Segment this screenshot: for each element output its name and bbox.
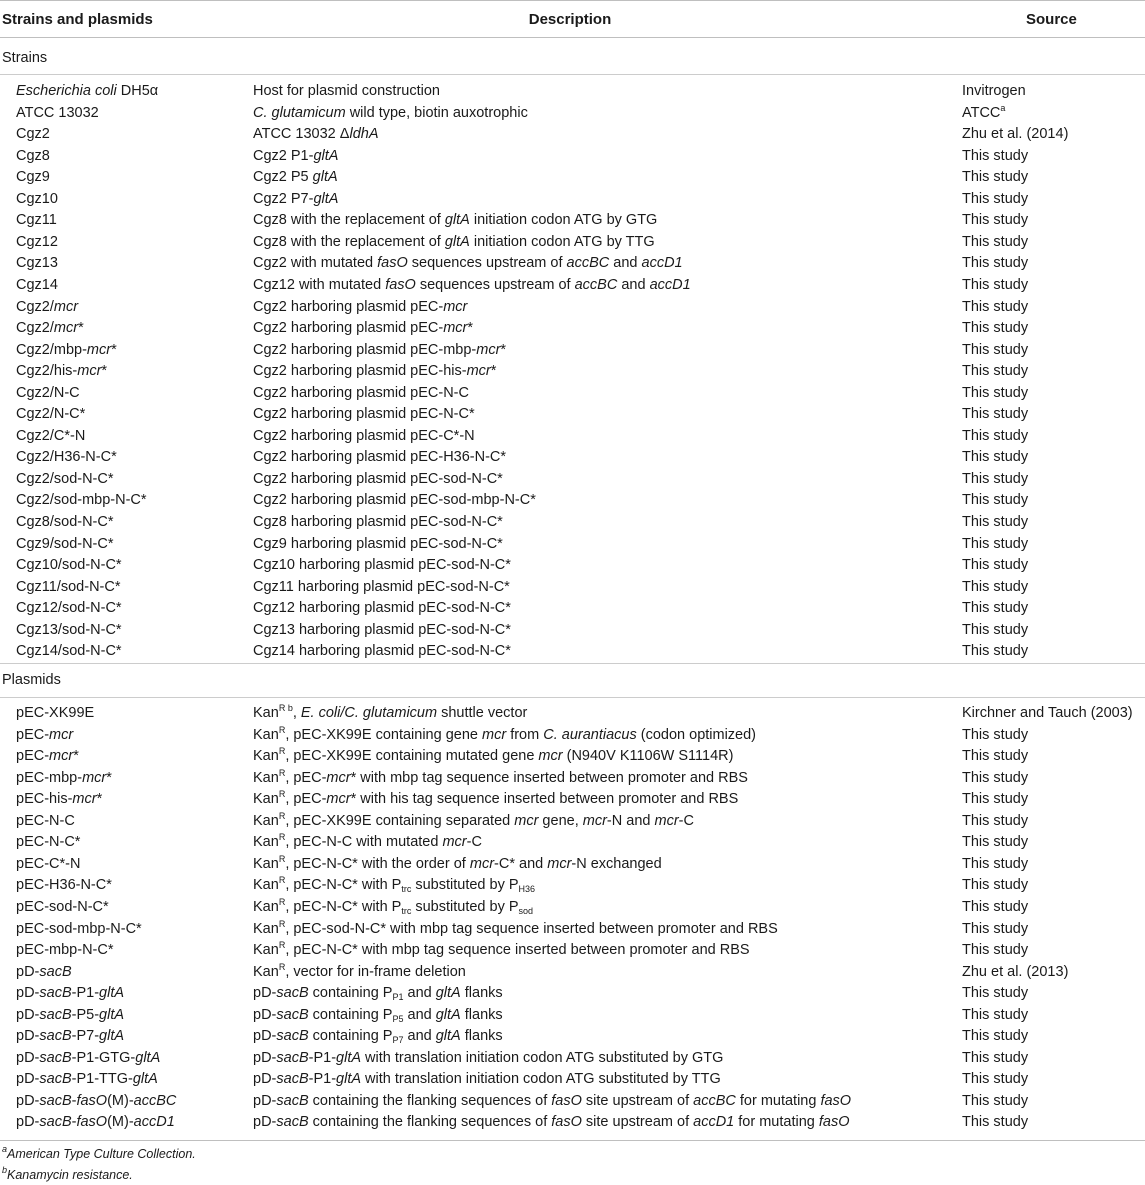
cell-name: pD-sacB xyxy=(16,963,72,980)
cell-source: This study xyxy=(962,212,1029,229)
table-row xyxy=(0,940,1145,962)
table-row xyxy=(0,725,1145,747)
cell-name: pD-sacB-fasO(M)-accD1 xyxy=(16,1114,175,1131)
cell-name: pD-sacB-P1-gltA xyxy=(16,985,125,1002)
cell-description: Kan$^R$, vector for in-frame deletion xyxy=(253,961,466,980)
section-title-plasmids: Plasmids xyxy=(2,672,61,688)
cell-description: Cgz2 harboring plasmid pEC-mcr* xyxy=(253,320,474,337)
cell-name: pEC-sod-N-C* xyxy=(16,898,109,915)
table-row xyxy=(0,811,1145,833)
cell-name: Cgz2/H36-N-C* xyxy=(16,449,117,466)
cell-description: Cgz9 harboring plasmid pEC-sod-N-C* xyxy=(253,535,503,552)
cell-name: Cgz2/mcr* xyxy=(16,320,84,337)
cell-source: This study xyxy=(962,1006,1029,1023)
cell-description: Cgz12 harboring plasmid pEC-sod-N-C* xyxy=(253,600,511,617)
cell-name: Cgz13 xyxy=(16,255,58,272)
header-source: Source xyxy=(1026,11,1077,28)
cell-description: Cgz2 harboring plasmid pEC-sod-mbp-N-C* xyxy=(253,492,536,509)
table-row xyxy=(0,232,1145,254)
cell-description: Kan$^R$, pEC-N-C* with $P_{trc}$ substituted by $P_{H36}$ xyxy=(253,875,536,895)
cell-source: This study xyxy=(962,898,1029,915)
cell-description: Cgz2 harboring plasmid pEC-N-C* xyxy=(253,406,475,423)
cell-description: Cgz2 P5 gltA xyxy=(253,169,338,186)
cell-name: Cgz2/sod-mbp-N-C* xyxy=(16,492,147,509)
table-row xyxy=(0,275,1145,297)
cell-source: This study xyxy=(962,470,1029,487)
cell-description: Kan$^R$, pEC-XK99E containing mutated gene mcr (N940V K1106W S1114R) xyxy=(253,746,734,765)
table-row xyxy=(0,577,1145,599)
table-row xyxy=(0,875,1145,897)
cell-description: Kan$^R$, pEC-mcr* with his tag sequence inserted between promoter and RBS xyxy=(253,789,739,808)
cell-source: This study xyxy=(962,514,1029,530)
cell-source: This study xyxy=(962,1092,1029,1109)
table-row xyxy=(0,340,1145,362)
cell-source: Zhu et al. (2013) xyxy=(962,963,1069,980)
cell-source: This study xyxy=(962,812,1029,829)
cell-description: Kan$^R$, pEC-N-C with mutated mcr-C xyxy=(253,832,482,851)
section-divider xyxy=(0,697,1145,698)
cell-source: This study xyxy=(962,535,1029,552)
table-row xyxy=(0,1069,1145,1091)
table-row xyxy=(0,962,1145,984)
cell-source: This study xyxy=(962,190,1029,207)
cell-source: This study xyxy=(962,1049,1029,1066)
cell-description: pD-sacB containing the flanking sequences of fasO site upstream of accBC for mutating fasO xyxy=(253,1092,852,1109)
table-row xyxy=(0,919,1145,941)
cell-name: pEC-mcr xyxy=(16,726,74,743)
table-row xyxy=(0,768,1145,790)
table-bottom-rule xyxy=(0,1140,1145,1141)
cell-source: This study xyxy=(962,298,1029,315)
cell-description: pD-sacB containing the flanking sequences of fasO site upstream of accD1 for mutating fasO xyxy=(253,1114,850,1131)
cell-name: Cgz9/sod-N-C* xyxy=(16,535,114,552)
table-row xyxy=(0,703,1145,725)
table-row xyxy=(0,832,1145,854)
cell-description: Cgz12 with mutated fasO sequences upstream of accBC and accD1 xyxy=(253,276,691,293)
cell-description: Cgz8 harboring plasmid pEC-sod-N-C* xyxy=(253,514,503,530)
table-row xyxy=(0,146,1145,168)
cell-name: Cgz11 xyxy=(16,212,57,229)
table-row xyxy=(0,1048,1145,1070)
cell-name: pEC-XK99E xyxy=(16,705,95,721)
cell-description: Cgz2 harboring plasmid pEC-sod-N-C* xyxy=(253,470,503,487)
cell-description: Cgz11 harboring plasmid pEC-sod-N-C* xyxy=(253,578,510,595)
cell-name: Cgz2 xyxy=(16,126,50,143)
cell-name: ATCC 13032 xyxy=(16,104,99,121)
section-divider xyxy=(0,663,1145,664)
cell-source: Kirchner and Tauch (2003) xyxy=(962,705,1133,721)
table-row xyxy=(0,555,1145,577)
cell-name: Cgz2/N-C xyxy=(16,384,80,401)
cell-name: Cgz2/mcr xyxy=(16,298,79,315)
table-row xyxy=(0,534,1145,556)
cell-source: This study xyxy=(962,320,1029,337)
cell-name: pEC-sod-mbp-N-C* xyxy=(16,920,142,937)
cell-name: Cgz13/sod-N-C* xyxy=(16,621,122,638)
cell-description: Cgz2 harboring plasmid pEC-mcr xyxy=(253,298,468,315)
cell-source: This study xyxy=(962,384,1029,401)
cell-source: This study xyxy=(962,621,1029,638)
table-row xyxy=(0,167,1145,189)
cell-name: pEC-mbp-N-C* xyxy=(16,942,114,959)
cell-source: This study xyxy=(962,449,1029,466)
cell-description: Cgz8 with the replacement of gltA initiation codon ATG by TTG xyxy=(253,233,655,250)
cell-description: Cgz14 harboring plasmid pEC-sod-N-C* xyxy=(253,643,511,660)
table-row xyxy=(0,383,1145,405)
cell-source: This study xyxy=(962,492,1029,509)
cell-source: This study xyxy=(962,855,1029,872)
table-row xyxy=(0,620,1145,642)
cell-name: Cgz11/sod-N-C* xyxy=(16,578,121,595)
cell-source: This study xyxy=(962,1071,1029,1088)
cell-source: This study xyxy=(962,643,1029,660)
footnote: $^b$Kanamycin resistance. xyxy=(2,1165,133,1182)
cell-name: pD-sacB-P1-TTG-gltA xyxy=(16,1071,158,1088)
cell-description: Cgz2 harboring plasmid pEC-N-C xyxy=(253,384,469,401)
cell-description: Kan$^R$, pEC-XK99E containing gene mcr from C. aurantiacus (codon optimized) xyxy=(253,724,757,743)
table-row xyxy=(0,789,1145,811)
cell-source: This study xyxy=(962,341,1029,358)
table-row xyxy=(0,253,1145,275)
cell-source: This study xyxy=(962,169,1029,186)
cell-source: This study xyxy=(962,427,1029,444)
cell-source: This study xyxy=(962,1028,1029,1045)
cell-source: This study xyxy=(962,363,1029,380)
cell-source: This study xyxy=(962,233,1029,250)
table-row xyxy=(0,598,1145,620)
table-row xyxy=(0,318,1145,340)
table-row xyxy=(0,983,1145,1005)
cell-description: ATCC 13032 ΔldhA xyxy=(253,126,379,143)
section-divider xyxy=(0,74,1145,75)
table-row xyxy=(0,210,1145,232)
cell-name: Cgz10 xyxy=(16,190,58,207)
cell-source: This study xyxy=(962,985,1029,1002)
table-row xyxy=(0,1091,1145,1113)
table-row xyxy=(0,469,1145,491)
cell-name: pEC-N-C xyxy=(16,812,75,829)
cell-description: C. glutamicum wild type, biotin auxotrophic xyxy=(253,104,528,121)
table-row xyxy=(0,447,1145,469)
table-row xyxy=(0,189,1145,211)
table-row xyxy=(0,404,1145,426)
cell-description: Host for plasmid construction xyxy=(253,83,440,99)
cell-source: ATCC$^a$ xyxy=(962,102,1006,121)
cell-source: This study xyxy=(962,1114,1029,1131)
cell-description: Cgz2 P1-gltA xyxy=(253,147,339,164)
footnote: $^a$American Type Culture Collection. xyxy=(2,1144,196,1161)
cell-description: Kan$^R$, pEC-N-C* with the order of mcr-C* and mcr-N exchanged xyxy=(253,853,662,872)
cell-source: Zhu et al. (2014) xyxy=(962,126,1069,143)
cell-description: Kan$^R$, pEC-XK99E containing separated mcr gene, mcr-N and mcr-C xyxy=(253,810,694,829)
cell-description: pD-sacB containing $P_{P7}$ and gltA flanks xyxy=(253,1028,503,1046)
cell-name: Cgz10/sod-N-C* xyxy=(16,557,122,574)
cell-name: pEC-his-mcr* xyxy=(16,791,103,808)
cell-source: This study xyxy=(962,920,1029,937)
cell-name: Cgz2/sod-N-C* xyxy=(16,470,114,487)
table-row xyxy=(0,512,1145,534)
cell-source: This study xyxy=(962,600,1029,617)
cell-name: pEC-H36-N-C* xyxy=(16,877,112,894)
cell-description: Cgz2 harboring plasmid pEC-H36-N-C* xyxy=(253,449,507,466)
cell-description: Cgz8 with the replacement of gltA initiation codon ATG by GTG xyxy=(253,212,658,229)
cell-description: pD-sacB-P1-gltA with translation initiation codon ATG substituted by TTG xyxy=(253,1071,721,1088)
table-row xyxy=(0,490,1145,512)
cell-description: pD-sacB containing $P_{P5}$ and gltA flanks xyxy=(253,1006,503,1024)
cell-name: Cgz14 xyxy=(16,276,58,293)
cell-name: Cgz8/sod-N-C* xyxy=(16,514,114,530)
cell-name: pEC-C*-N xyxy=(16,855,81,872)
cell-name: Cgz14/sod-N-C* xyxy=(16,643,122,660)
cell-name: Cgz12/sod-N-C* xyxy=(16,600,122,617)
cell-description: pD-sacB containing $P_{P1}$ and gltA flanks xyxy=(253,985,503,1003)
table-row xyxy=(0,746,1145,768)
cell-source: This study xyxy=(962,147,1029,164)
header-strains-plasmids: Strains and plasmids xyxy=(2,11,153,28)
cell-name: pD-sacB-P5-gltA xyxy=(16,1006,125,1023)
cell-source: Invitrogen xyxy=(962,83,1026,99)
cell-description: Kan$^{R b}$, E. coli/C. glutamicum shuttle vector xyxy=(253,703,528,721)
header-description: Description xyxy=(528,11,612,28)
table-row xyxy=(0,124,1145,146)
cell-name: Cgz2/mbp-mcr* xyxy=(16,341,117,358)
cell-name: pEC-mbp-mcr* xyxy=(16,769,112,786)
table-row xyxy=(0,1112,1145,1134)
cell-source: This study xyxy=(962,748,1029,765)
cell-source: This study xyxy=(962,578,1029,595)
cell-description: Cgz2 P7-gltA xyxy=(253,190,339,207)
table-row xyxy=(0,854,1145,876)
cell-description: Cgz2 harboring plasmid pEC-C*-N xyxy=(253,427,475,444)
cell-source: This study xyxy=(962,791,1029,808)
cell-name: Cgz8 xyxy=(16,147,50,164)
cell-name: Cgz9 xyxy=(16,169,50,186)
cell-name: Cgz2/N-C* xyxy=(16,406,86,423)
cell-description: pD-sacB-P1-gltA with translation initiation codon ATG substituted by GTG xyxy=(253,1049,724,1066)
cell-name: Cgz2/C*-N xyxy=(16,427,86,444)
cell-name: Cgz12 xyxy=(16,233,58,250)
table-row xyxy=(0,103,1145,125)
table-header xyxy=(0,0,1145,38)
table-row xyxy=(0,297,1145,319)
cell-description: Kan$^R$, pEC-mcr* with mbp tag sequence inserted between promoter and RBS xyxy=(253,767,748,786)
table-row xyxy=(0,641,1145,663)
cell-source: This study xyxy=(962,255,1029,272)
cell-source: This study xyxy=(962,557,1029,574)
cell-description: Cgz2 harboring plasmid pEC-his-mcr* xyxy=(253,363,497,380)
cell-name: pD-sacB-fasO(M)-accBC xyxy=(16,1092,177,1109)
cell-name: Escherichia coli DH5α xyxy=(16,83,159,99)
cell-name: Cgz2/his-mcr* xyxy=(16,363,108,380)
cell-description: Cgz2 harboring plasmid pEC-mbp-mcr* xyxy=(253,341,507,358)
table-row xyxy=(0,426,1145,448)
table-row xyxy=(0,361,1145,383)
table-row xyxy=(0,897,1145,919)
cell-description: Cgz2 with mutated fasO sequences upstream of accBC and accD1 xyxy=(253,255,683,272)
cell-source: This study xyxy=(962,406,1029,423)
cell-description: Cgz10 harboring plasmid pEC-sod-N-C* xyxy=(253,557,511,574)
cell-source: This study xyxy=(962,276,1029,293)
table-row xyxy=(0,81,1145,103)
cell-description: Kan$^R$, pEC-sod-N-C* with mbp tag sequence inserted between promoter and RBS xyxy=(253,918,778,937)
cell-source: This study xyxy=(962,877,1029,894)
cell-description: Kan$^R$, pEC-N-C* with $P_{trc}$ substituted by $P_{sod}$ xyxy=(253,896,534,916)
cell-name: pD-sacB-P1-GTG-gltA xyxy=(16,1049,161,1066)
cell-description: Cgz13 harboring plasmid pEC-sod-N-C* xyxy=(253,621,511,638)
cell-source: This study xyxy=(962,769,1029,786)
cell-source: This study xyxy=(962,726,1029,743)
table-row xyxy=(0,1005,1145,1027)
cell-name: pEC-mcr* xyxy=(16,748,79,765)
section-title-strains: Strains xyxy=(2,50,48,66)
cell-description: Kan$^R$, pEC-N-C* with mbp tag sequence inserted between promoter and RBS xyxy=(253,940,750,959)
cell-source: This study xyxy=(962,834,1029,851)
cell-source: This study xyxy=(962,942,1029,959)
cell-name: pEC-N-C* xyxy=(16,834,81,851)
cell-name: pD-sacB-P7-gltA xyxy=(16,1028,125,1045)
table-row xyxy=(0,1026,1145,1048)
